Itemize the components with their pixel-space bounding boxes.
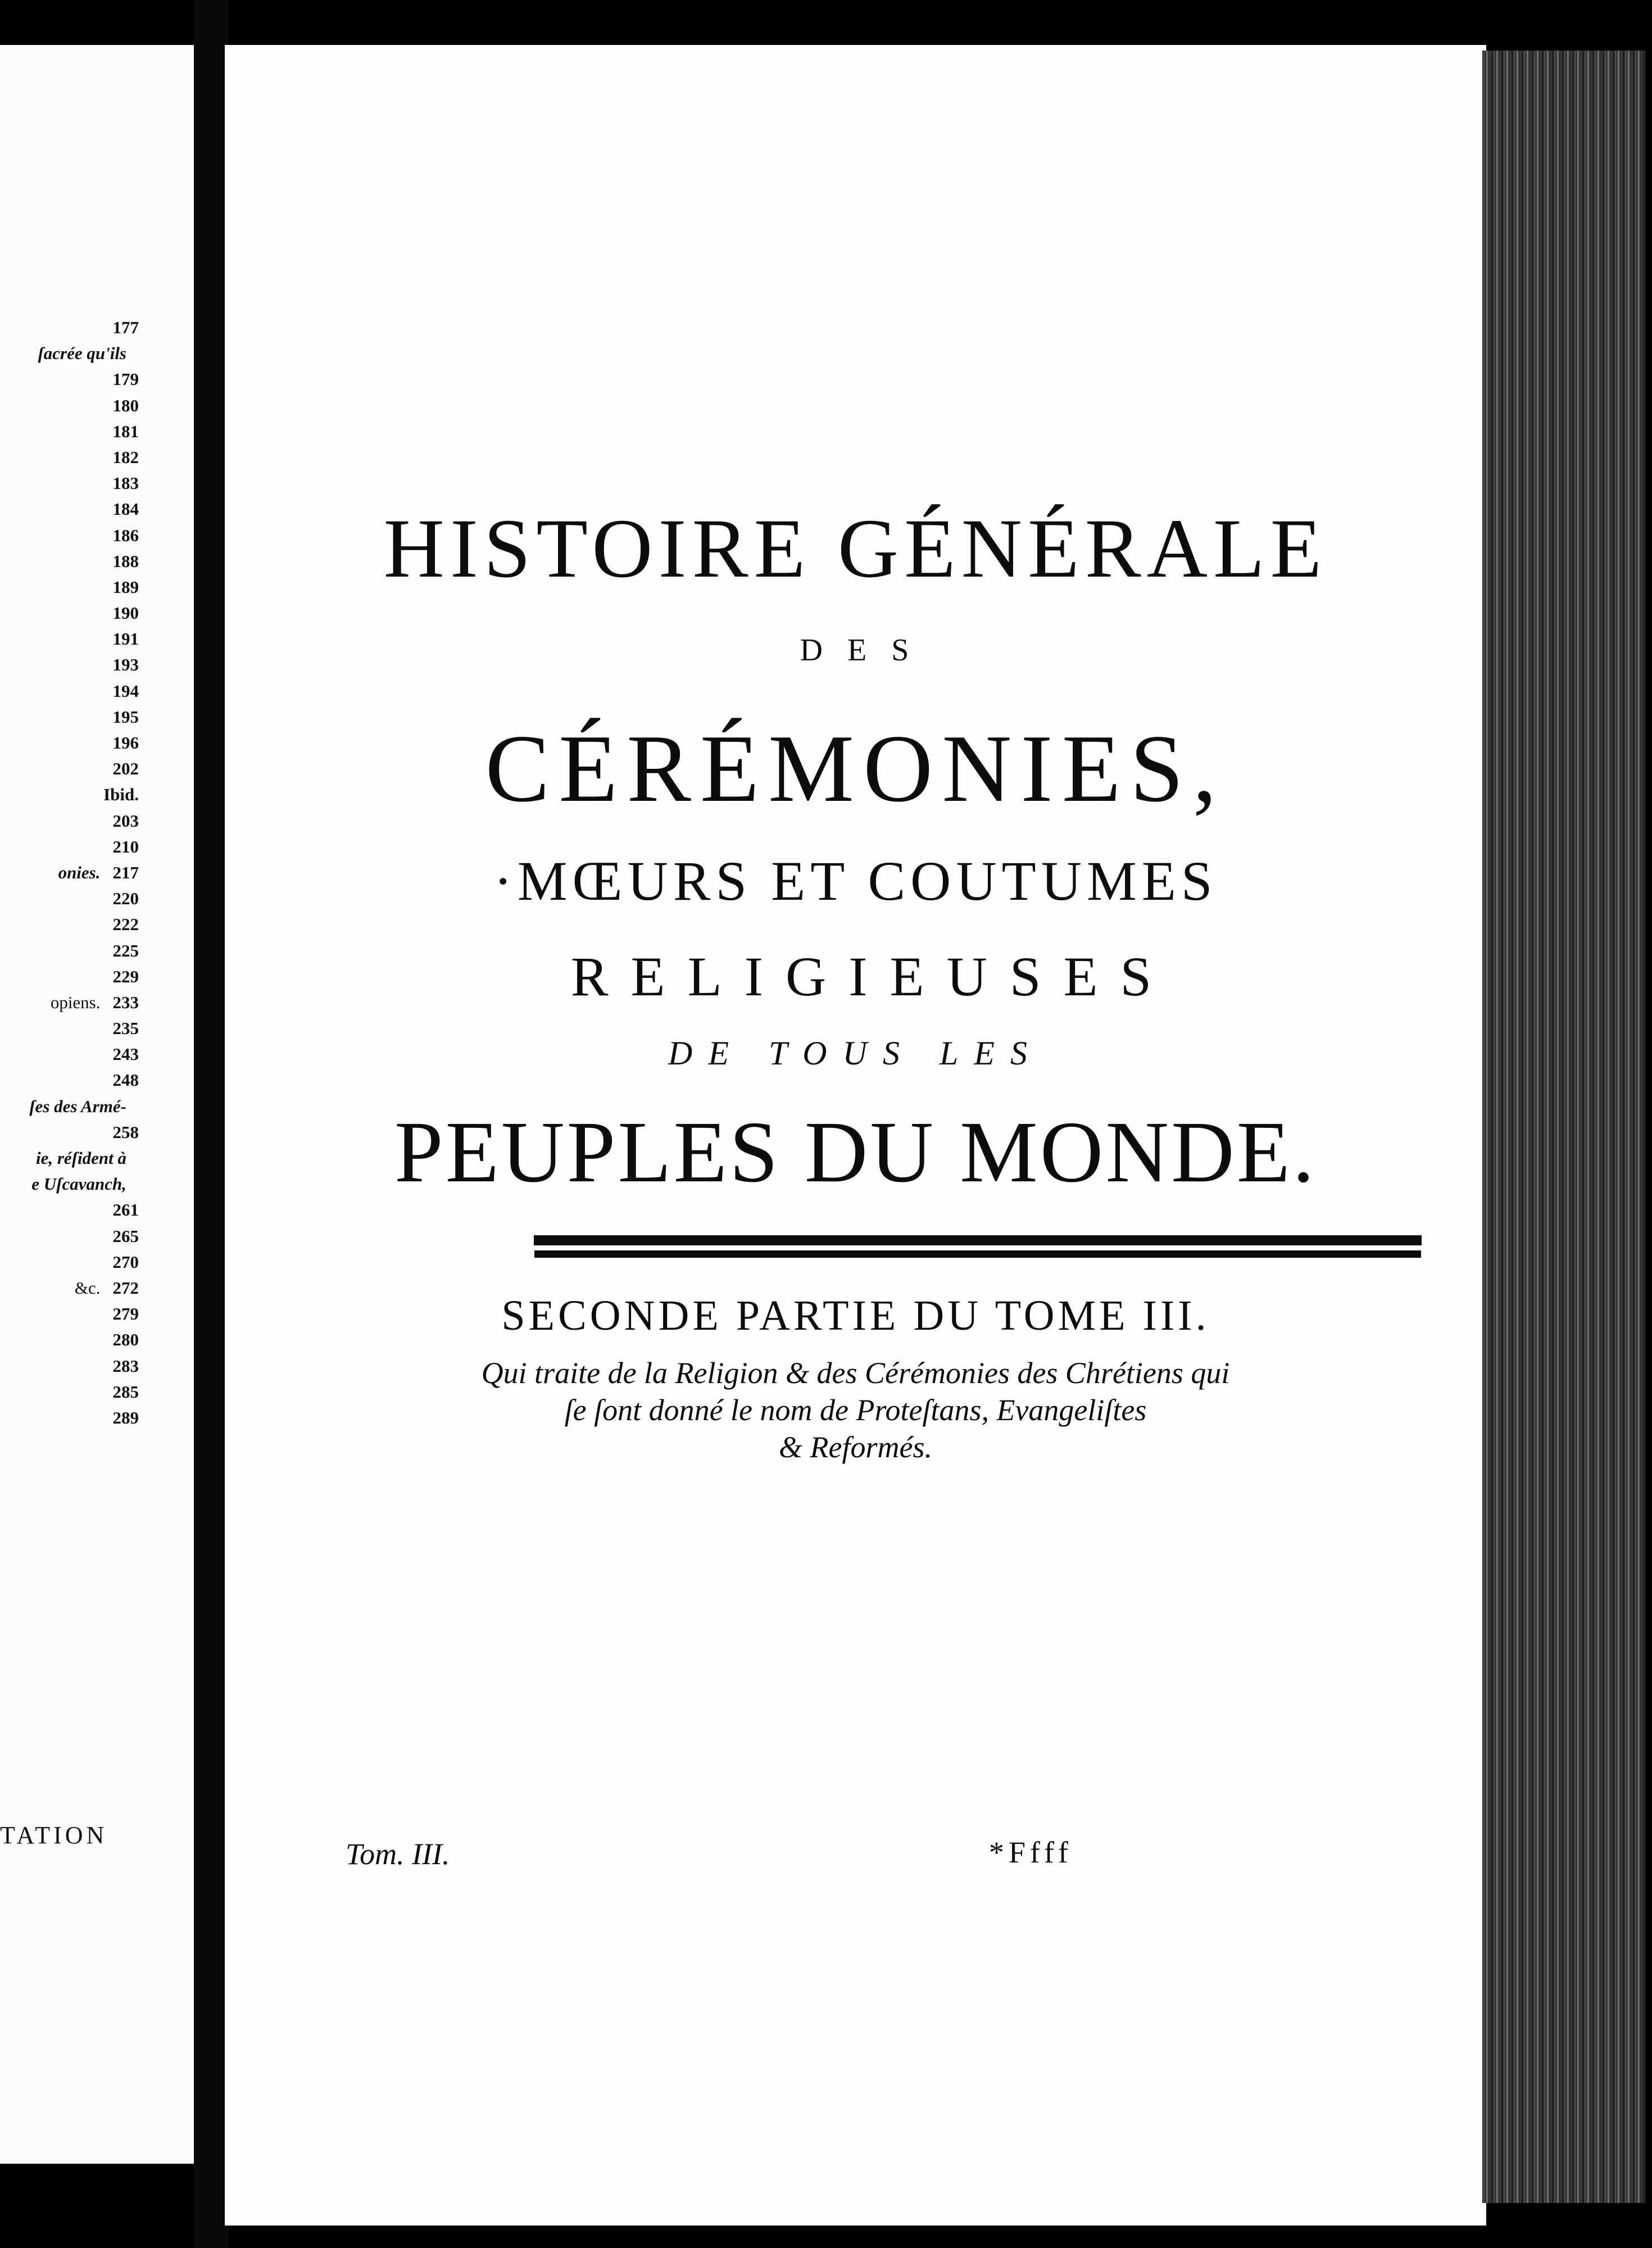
page-edges [1482, 51, 1645, 2203]
index-row-page-number: 202 [112, 759, 139, 779]
index-row [0, 938, 139, 964]
index-row [0, 1275, 139, 1301]
title-line-ceremonies: CÉRÉMONIES, [485, 715, 1226, 822]
volume-marker: Tom. III. [346, 1837, 450, 1871]
index-row-page-number: 194 [112, 681, 139, 701]
index-row [0, 834, 139, 860]
index-row [0, 782, 139, 808]
index-row-page-number: 265 [112, 1226, 139, 1246]
index-row-page-number: 283 [112, 1356, 139, 1376]
index-row [0, 1405, 139, 1431]
index-row [0, 912, 139, 937]
index-row [0, 1301, 139, 1327]
index-row-page-number: 270 [112, 1252, 139, 1272]
index-row-page-number: 195 [112, 706, 139, 727]
index-row [0, 1171, 139, 1197]
index-row-page-number: 177 [112, 318, 139, 337]
index-row-text: opiens. [50, 992, 101, 1012]
index-row-text: ie, réſident à [36, 1148, 126, 1168]
left-page [0, 45, 194, 2164]
index-row [0, 1197, 139, 1223]
index-row [0, 626, 139, 652]
subtitle-heading: SECONDE PARTIE DU TOME III. [501, 1292, 1210, 1339]
index-row-page-number: 261 [112, 1200, 139, 1220]
index-row-text: ſes des Armé- [29, 1096, 126, 1116]
signature-mark: *Ffff [989, 1835, 1073, 1869]
index-row-page-number: 248 [112, 1070, 139, 1090]
index-row [0, 678, 139, 704]
index-row [0, 756, 139, 782]
index-row-page-number: 189 [112, 577, 139, 597]
subtitle-description-line: & Reformés. [779, 1430, 932, 1464]
index-row-page-number: 179 [112, 369, 139, 389]
index-row-page-number: Ibid. [103, 785, 139, 805]
index-row [0, 470, 139, 496]
index-row-page-number: 188 [112, 551, 139, 571]
index-row-page-number: 285 [112, 1381, 139, 1402]
title-line-histoire: HISTOIRE GÉNÉRALE [383, 502, 1328, 595]
index-row-page-number: 196 [112, 733, 139, 753]
index-row-page-number: 235 [112, 1018, 139, 1039]
index-row [0, 1379, 139, 1405]
index-row [0, 1353, 139, 1379]
index-row-page-number: 280 [112, 1330, 139, 1350]
index-row [0, 600, 139, 626]
title-line-moeurs: ·MŒURS ET COUTUMES [493, 850, 1218, 912]
index-row-page-number: 181 [112, 421, 139, 441]
index-row-text: &c. [74, 1277, 101, 1298]
index-row-page-number: 220 [112, 889, 139, 909]
index-row-page-number: 225 [112, 940, 139, 960]
index-row [0, 523, 139, 549]
title-line-de-tous-les: DE TOUS LES [668, 1035, 1043, 1072]
title-line-peuples: PEUPLES DU MONDE. [394, 1103, 1317, 1200]
index-row-page-number: 243 [112, 1044, 139, 1064]
index-row [0, 1145, 139, 1171]
subtitle-description-line: ſe ſont donné le nom de Proteſtans, Evangeliſtes [564, 1393, 1147, 1427]
index-row [0, 652, 139, 678]
index-row [0, 341, 139, 366]
index-row [0, 549, 139, 574]
index-row [0, 1016, 139, 1041]
index-row [0, 574, 139, 600]
index-row [0, 1223, 139, 1249]
index-row-page-number: 191 [112, 629, 139, 649]
index-row [0, 704, 139, 730]
book-gutter [194, 0, 229, 2248]
left-page-index [0, 315, 139, 1431]
index-row-page-number: 222 [112, 914, 139, 935]
index-row-page-number: 183 [112, 473, 139, 493]
index-row [0, 1041, 139, 1067]
index-row [0, 1094, 139, 1120]
title-line-des: DES [800, 633, 934, 668]
index-row [0, 1067, 139, 1093]
index-row-text: ſacrée qu'ils [38, 343, 126, 364]
index-row [0, 860, 139, 886]
index-row-page-number: 186 [112, 525, 139, 545]
index-row-page-number: 279 [112, 1304, 139, 1324]
index-row-page-number: 210 [112, 836, 139, 856]
index-row-text: onies. [58, 862, 101, 882]
index-row [0, 496, 139, 522]
index-row [0, 730, 139, 756]
index-row [0, 393, 139, 419]
index-row-page-number: 217 [112, 862, 139, 882]
index-row-page-number: 203 [112, 810, 139, 831]
index-row [0, 419, 139, 445]
index-row-page-number: 193 [112, 655, 139, 675]
index-row-page-number: 233 [112, 992, 139, 1012]
index-row [0, 1249, 139, 1275]
index-row-page-number: 180 [112, 395, 139, 415]
subtitle-description-line: Qui traite de la Religion & des Cérémonies des Chrétiens qui [481, 1356, 1230, 1390]
index-row-page-number: 289 [112, 1407, 139, 1427]
index-row-page-number: 184 [112, 499, 139, 519]
index-row [0, 1327, 139, 1353]
subtitle-description [225, 1354, 1486, 1466]
index-row-page-number: 190 [112, 603, 139, 623]
index-row [0, 964, 139, 990]
title-divider-rule [534, 1235, 1422, 1250]
index-row [0, 366, 139, 392]
title-line-religieuses: RELIGIEUSES [570, 945, 1174, 1008]
index-row [0, 315, 139, 341]
index-row-page-number: 272 [112, 1277, 139, 1298]
index-row [0, 886, 139, 912]
index-row-page-number: 258 [112, 1122, 139, 1142]
index-row [0, 445, 139, 470]
index-row [0, 1120, 139, 1145]
index-row-page-number: 229 [112, 966, 139, 986]
title-page [225, 45, 1486, 2226]
index-row-text: e Uſcavanch, [31, 1174, 126, 1194]
index-row-page-number: 182 [112, 447, 139, 467]
index-row [0, 808, 139, 834]
left-page-catchword: TATION [0, 1821, 108, 1849]
index-row [0, 990, 139, 1016]
